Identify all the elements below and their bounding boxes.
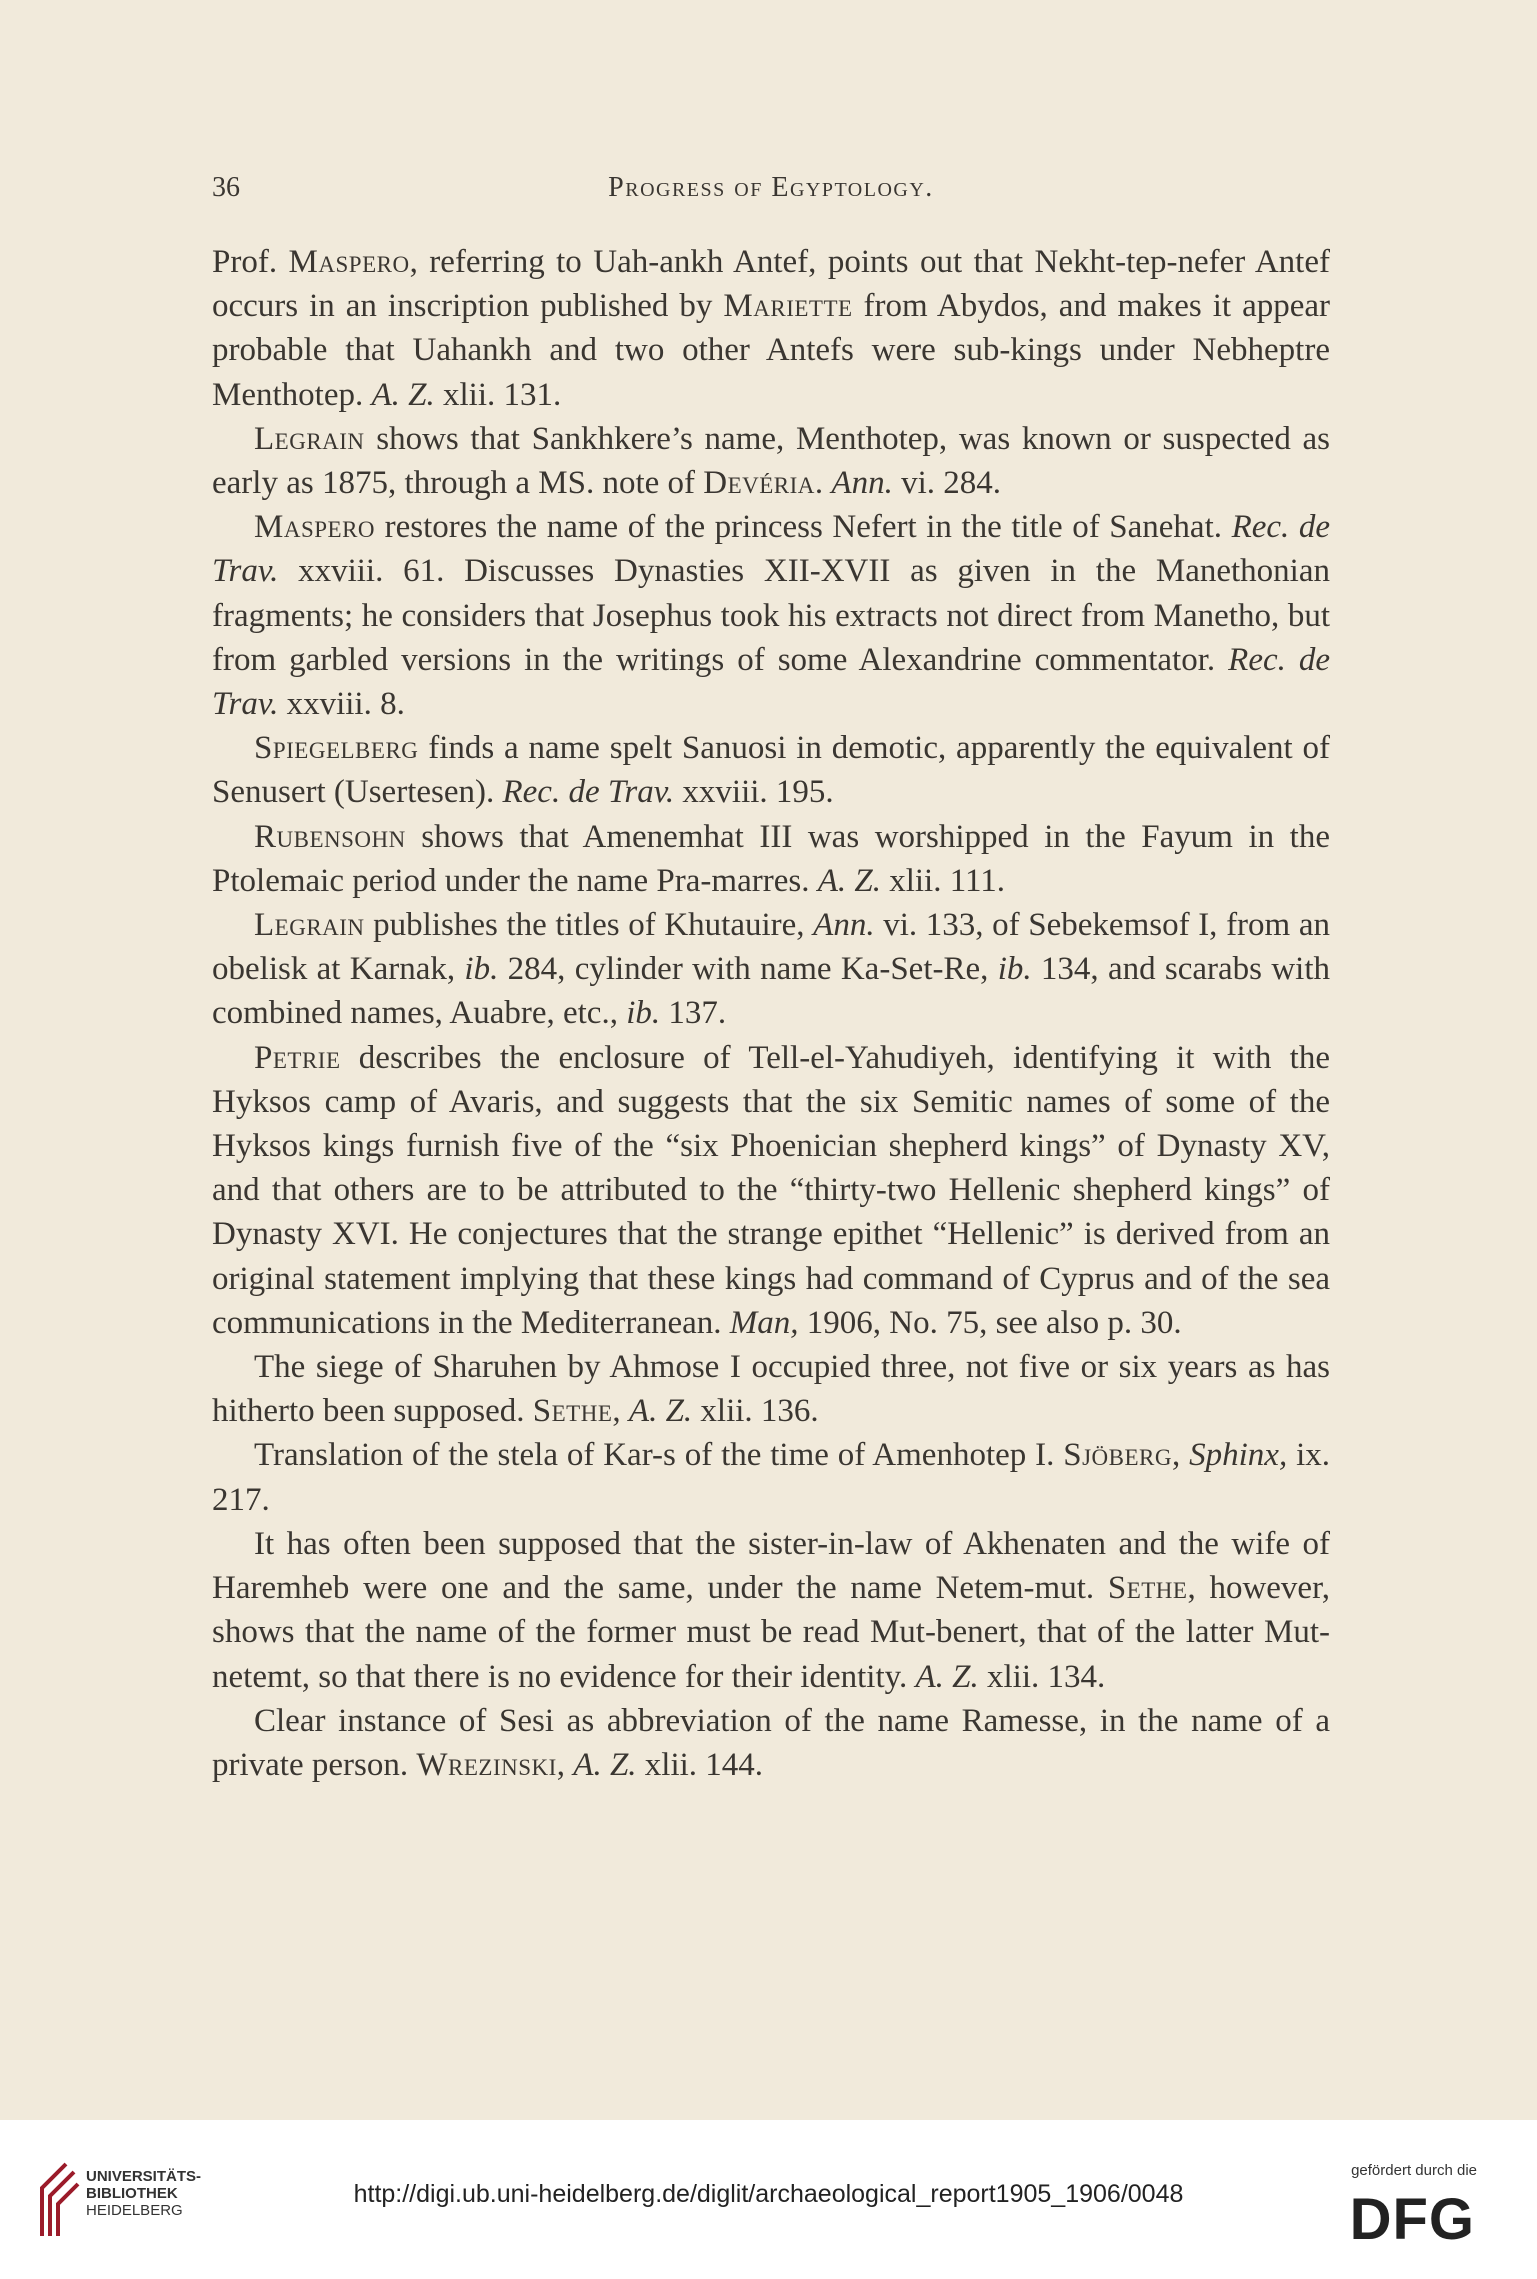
text-run: xlii. 131. (434, 376, 562, 413)
citation: Ann. (813, 907, 875, 944)
paragraph (212, 1522, 1330, 1699)
dfg-logo: DFG (1349, 2187, 1475, 2252)
document-url-link[interactable]: http://digi.ub.uni-heidelberg.de/diglit/archaeological_report1905_1906/0048 (353, 2180, 1184, 2208)
paragraph (212, 726, 1330, 814)
library-line: HEIDELBERG (86, 2202, 183, 2219)
paragraph (212, 1345, 1330, 1433)
citation: Rec. de Trav. (502, 774, 675, 811)
text-run: describes the enclosure of Tell-el-Yahudiyeh, identifying it with the Hyksos camp of Avaris, and suggests that the six Semitic names of some of the Hyksos kings furnish five of the “six Phoenician shepherd kings” of Dynasty XV, and that others are to be attributed to the “thirty-two Hellenic shepherd kings” of Dynasty XVI. He conjectures that the strange epithet “Hellenic” is derived from an original statement implying that these kings had command of Cyprus and of the sea communications in the Mediterranean. (212, 1039, 1330, 1341)
text-run: xxviii. 61. Discusses Dynasties XII-XVII as given in the Manethonian fragments; he considers that Josephus took his extracts not direct from Manetho, but from garbled versions in the writings of some Alexandrine commentator. (212, 553, 1330, 678)
author-name: Sjöberg (1063, 1437, 1173, 1474)
text-run: vi. 284. (892, 465, 1001, 502)
page-number: 36 (212, 172, 240, 203)
paragraph (212, 815, 1330, 903)
text-run: 134, and scarabs with combined names, Auabre, etc., (212, 951, 1330, 1032)
author-name: Rubensohn (254, 818, 406, 855)
paragraph (212, 1036, 1330, 1345)
text-run: , (556, 1746, 574, 1783)
paragraph (212, 240, 1330, 417)
text-run: xlii. 134. (978, 1658, 1106, 1695)
footer-bar (0, 2120, 1537, 2279)
text-run: from Abydos, and makes it appear probable that Uahankh and two other Antefs were sub-kings under Nebheptre Menthotep. (212, 288, 1331, 413)
text-run: restores the name of the princess Nefert in the title of Sanehat. (375, 509, 1232, 546)
citation: A. Z. (628, 1393, 693, 1430)
text-run: , referring to Uah-ankh Antef, points out that Nekht-tep-nefer Antef occurs in an inscription published by (212, 244, 1330, 325)
text-run: 137. (660, 995, 727, 1032)
text-run: shows that Sankhkere’s name, Menthotep, was known or suspected as early as 1875, through a MS. note of (212, 420, 1330, 502)
paragraph (212, 1433, 1330, 1521)
library-line: BIBLIOTHEK (86, 2185, 178, 2202)
text-run: Prof. (212, 244, 289, 280)
text-run: xxviii. 8. (278, 686, 405, 723)
text-run: . (814, 465, 832, 502)
text-run: ix. 217. (212, 1437, 1331, 1518)
author-name: Sethe (532, 1393, 613, 1430)
text-run: finds a name spelt Sanuosi in demotic, apparently the equivalent of Senusert (Usertesen). (212, 730, 1330, 811)
page-header (212, 172, 1330, 212)
citation: Ann. (831, 465, 893, 502)
text-run: xlii. 111. (880, 862, 1006, 899)
author-name: Maspero (288, 244, 410, 280)
text-run: Clear instance of Sesi as abbreviation of the name Ramesse, in the name of a private person. (212, 1702, 1330, 1783)
running-head: Progress of Egyptology. (608, 172, 934, 203)
citation: Rec. de Trav. (212, 641, 1330, 723)
citation: A. Z. (573, 1746, 637, 1783)
author-name: Mariette (723, 288, 853, 325)
text-run: publishes the titles of Khutauire, (364, 907, 814, 944)
citation: Sphinx, (1189, 1437, 1288, 1474)
citation: A. Z. (817, 862, 881, 899)
text-run: xxviii. 195. (674, 774, 834, 811)
text-run: , however, shows that the name of the former must be read Mut-benert, that of the latter Mut-netemt, so that there is no evidence for their identity. (212, 1570, 1330, 1695)
text-run: The siege of Sharuhen by Ahmose I occupied three, not five or six years as has hitherto been supposed. (212, 1349, 1330, 1430)
text-run: xlii. 136. (692, 1393, 819, 1430)
author-name: Petrie (254, 1039, 341, 1076)
author-name: Maspero (254, 509, 376, 546)
text-run: Translation of the stela of Kar-s of the time of Amenhotep I. (254, 1437, 1064, 1474)
text-run: , (1172, 1437, 1190, 1474)
citation: Rec. de Trav. (212, 509, 1330, 590)
author-name: Wrezinski (416, 1746, 557, 1783)
citation: A. Z. (371, 376, 435, 413)
author-name: Sethe (1107, 1570, 1188, 1607)
citation: A. Z. (915, 1658, 979, 1695)
citation: ib. (464, 951, 499, 988)
author-name: Legrain (254, 907, 365, 944)
library-line: UNIVERSITÄTS- (86, 2168, 202, 2185)
citation: Man, (729, 1304, 799, 1341)
paragraph (212, 903, 1330, 1036)
text-run: shows that Amenemhat III was worshipped in the Fayum in the Ptolemaic period under the name Pra-marres. (212, 818, 1330, 899)
text-run: 284, cylinder with name Ka-Set-Re, (498, 951, 998, 988)
text-run: 1906, No. 75, see also p. 30. (798, 1304, 1182, 1341)
text-run: xlii. 144. (636, 1746, 764, 1783)
text-run: , (612, 1393, 629, 1430)
funded-by-label: gefördert durch die (1351, 2162, 1477, 2179)
body-text (212, 240, 1330, 1787)
paragraph (212, 1699, 1330, 1787)
citation: ib. (626, 995, 661, 1032)
author-name: Legrain (254, 420, 365, 457)
text-run: vi. 133, of Sebekemsof I, from an obelisk at Karnak, (212, 907, 1330, 988)
author-name: Devéria (703, 465, 815, 502)
text-run: It has often been supposed that the sister-in-law of Akhenaten and the wife of Haremheb were one and the same, under the name Netem-mut. (212, 1525, 1330, 1607)
author-name: Spiegelberg (254, 730, 419, 767)
paragraph (212, 417, 1330, 505)
citation: ib. (997, 951, 1032, 988)
paragraph (212, 505, 1330, 726)
